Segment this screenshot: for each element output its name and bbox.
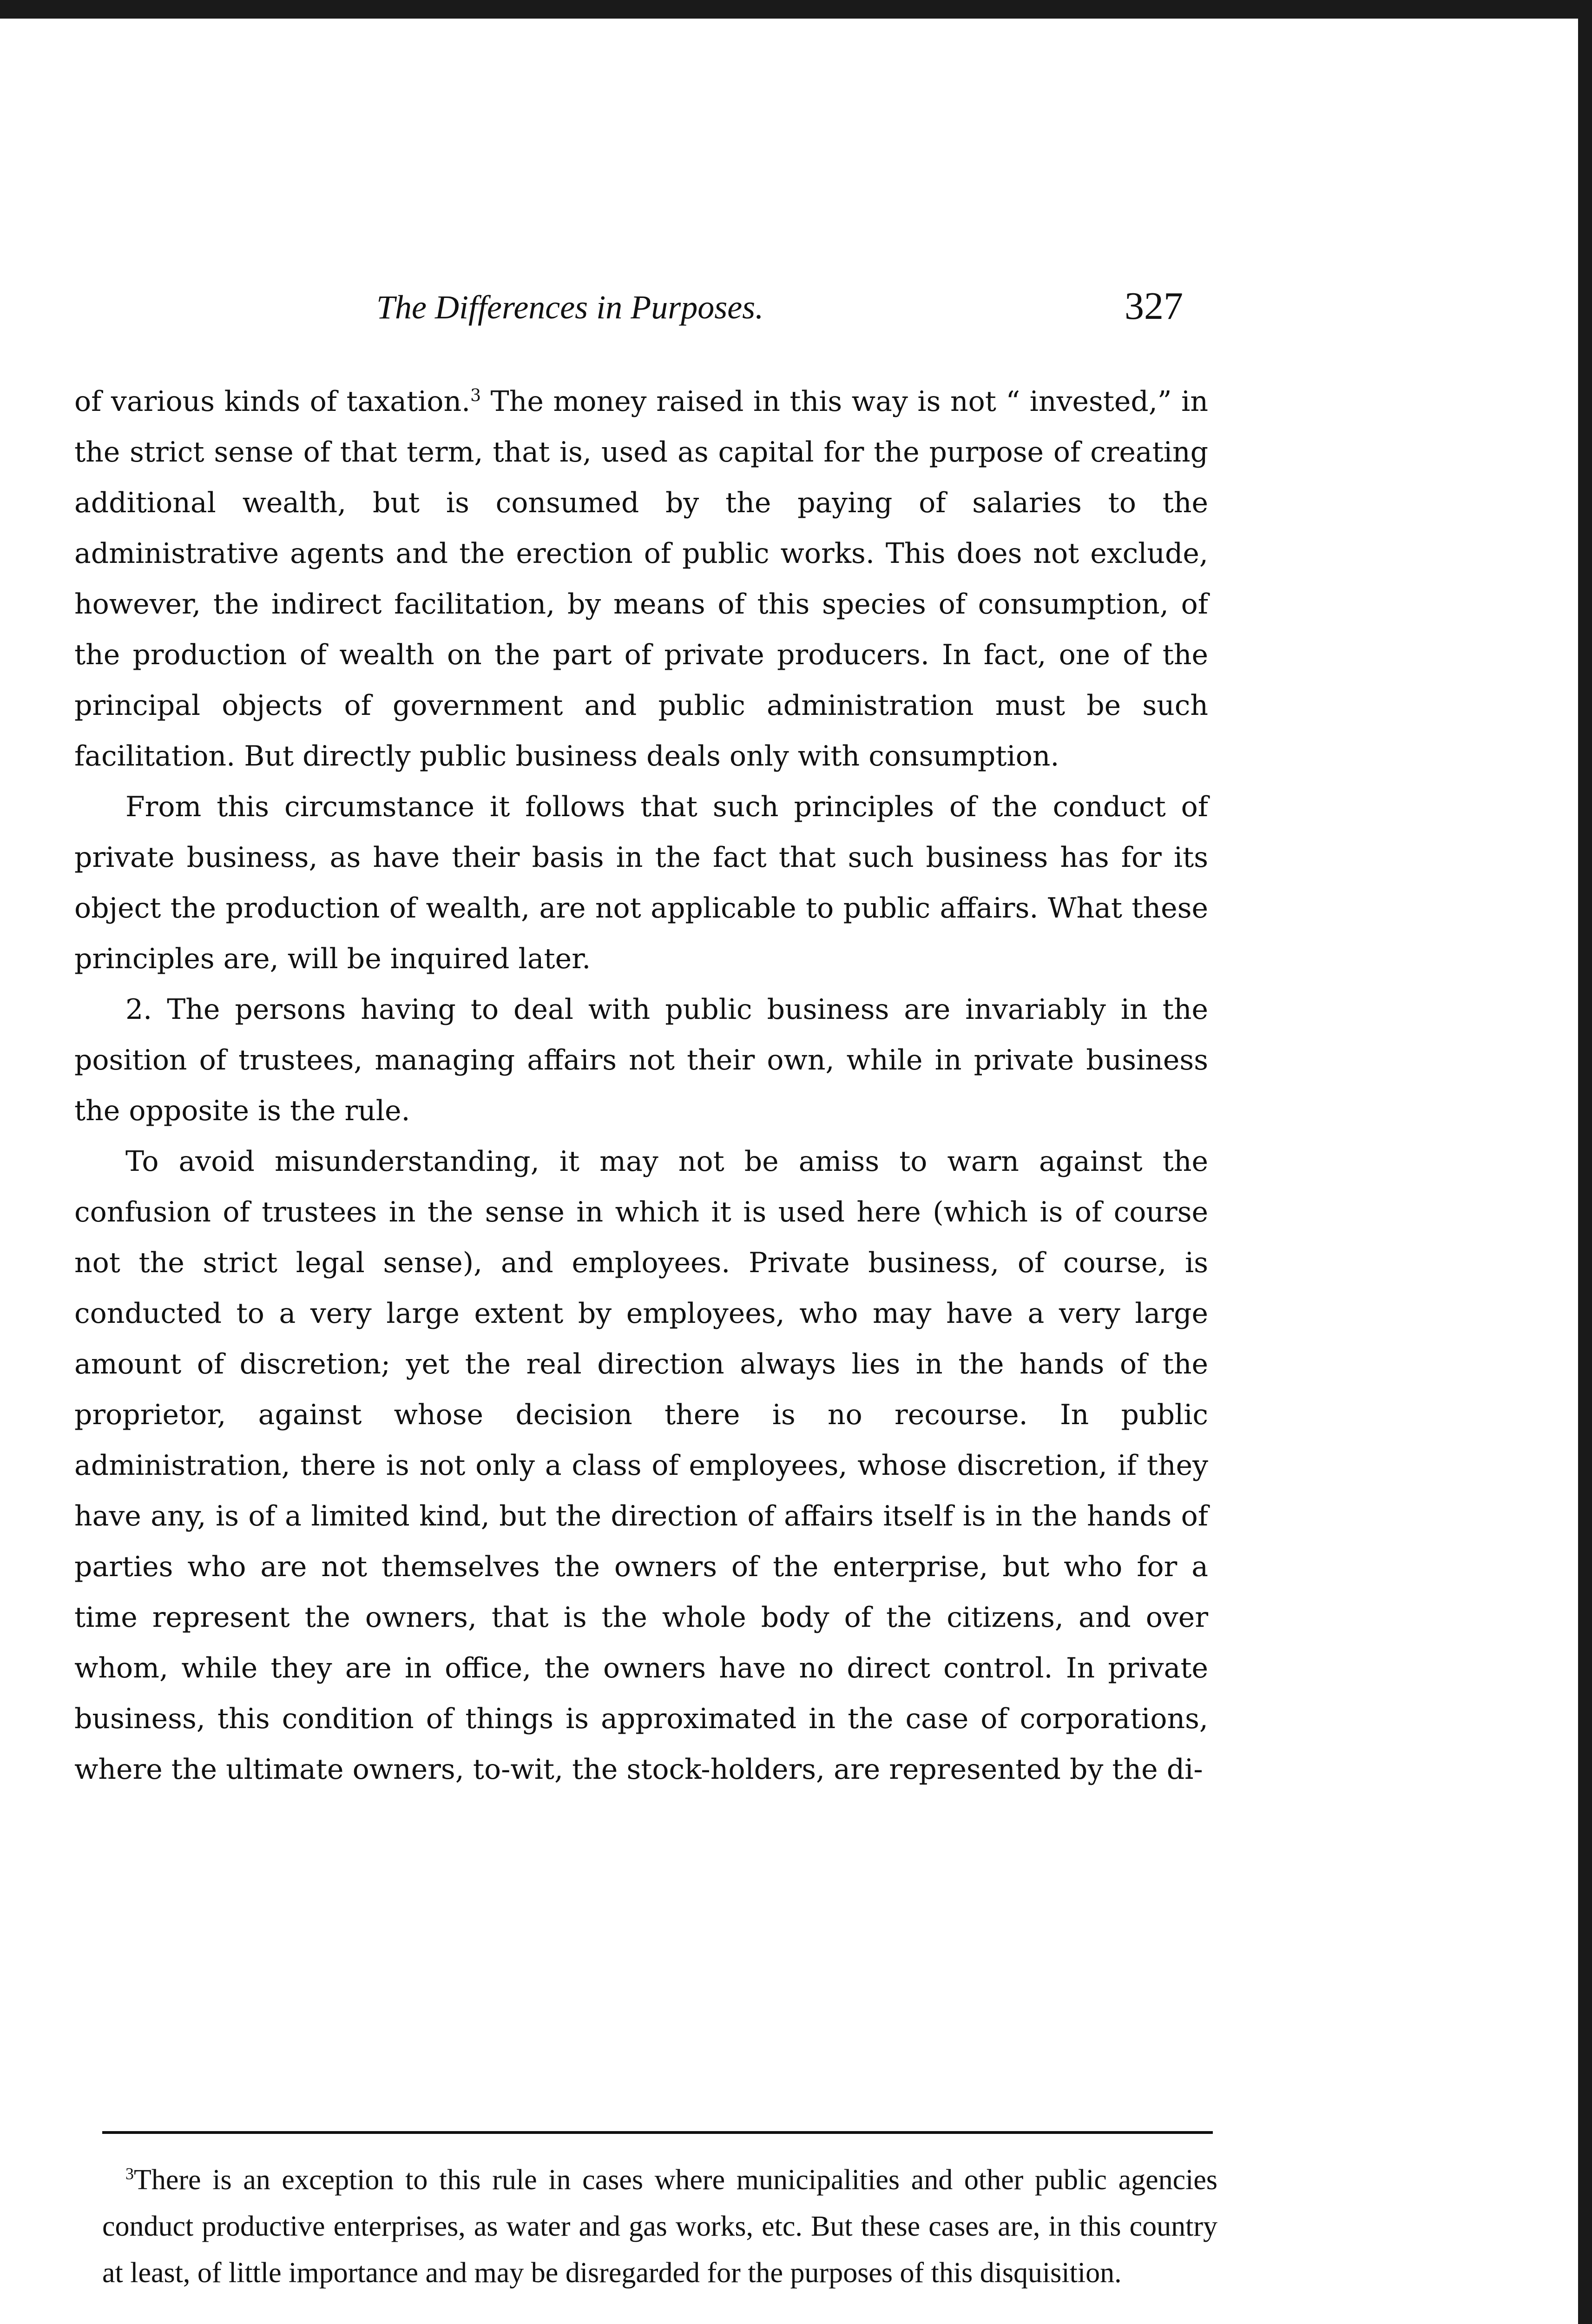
- running-head: [0, 279, 1592, 344]
- running-title: The Differences in Purposes.: [376, 289, 764, 326]
- footnote-reference: 3: [470, 386, 481, 405]
- footnote-paragraph: [102, 2157, 1217, 2296]
- page-number: 327: [1125, 284, 1183, 328]
- paragraph-2: From this circumstance it follows that such principles of the conduct of private business, as have their basis in the fact that such business has for its object the production of wealth, are not applicable to public affairs. What these principles are, will be inquired later.: [74, 791, 1208, 975]
- footnote: [102, 2157, 1217, 2296]
- paragraph-1-start: of various kinds of taxation.: [74, 385, 471, 418]
- footnote-marker: 3: [125, 2164, 134, 2183]
- footnote-rule: [102, 2131, 1213, 2134]
- paragraph-1-rest: The money raised in this way is not “ invested,” in the strict sense of that term, that is, used as capital for the purpose of creating additional wealth, but is consumed by the paying of salaries to the administrative agents and the erection of public works. This does not exclude, however, the indirect facilitation, by means of this species of consumption, of the production of wealth on the part of private producers. In fact, one of the principal objects of government and public administration must be such facilitation. But directly public business deals only with consumption.: [74, 385, 1208, 772]
- paragraph-1: [74, 376, 1208, 782]
- scan-top-edge: [0, 0, 1592, 19]
- footnote-text: There is an exception to this rule in cases where municipalities and other public agencies conduct productive enterprises, as water and gas works, etc. But these cases are, in this country at least, of little importance and may be disregarded for the purposes of this disquisition.: [102, 2164, 1217, 2289]
- body-text: [74, 376, 1208, 1795]
- paragraph-3: 2. The persons having to deal with public business are invariably in the position of trustees, managing affairs not their own, while in private business the opposite is the rule.: [74, 993, 1208, 1127]
- scan-right-edge: [1578, 0, 1592, 2324]
- paragraph-4: To avoid misunderstanding, it may not be amiss to warn against the confusion of trustees in the sense in which it is used here (which is of course not the strict legal sense), and employees. Private business, of course, is conducted to a very large extent by employees, who may have a very large amount of discretion; yet the real direction always lies in the hands of the proprietor, against whose decision there is no recourse. In public administration, there is not only a class of employees, whose discretion, if they have any, is of a limited kind, but the direction of affairs itself is in the hands of parties who are not themselves the owners of the enterprise, but who for a time represent the owners, that is the whole body of the citizens, and over whom, while they are in office, the owners have no direct control. In private business, this condition of things is approximated in the case of corporations, where the ultimate owners, to-wit, the stock-holders, are represented by the di-: [74, 1145, 1208, 1786]
